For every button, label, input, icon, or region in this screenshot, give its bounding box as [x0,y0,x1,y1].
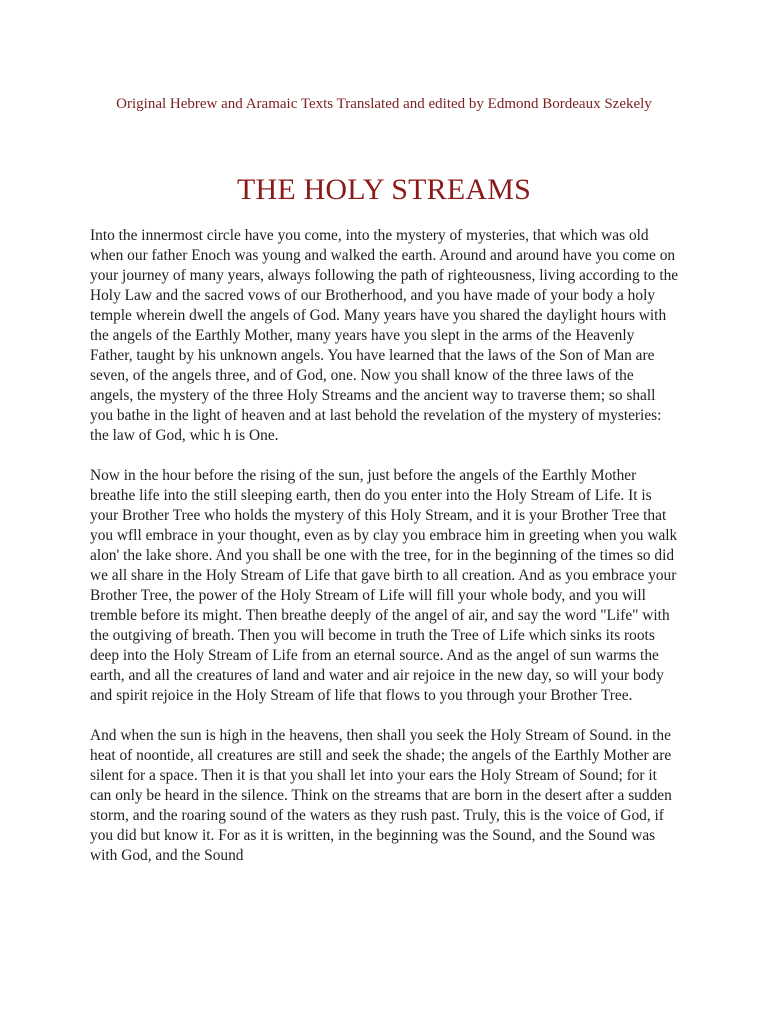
translator-credit: Original Hebrew and Aramaic Texts Translated and edited by Edmond Bordeaux Szekely [116,96,652,112]
body-text [90,226,680,886]
paragraph: Now in the hour before the rising of the sun, just before the angels of the Earthly Mother breathe life into the still sleeping earth, then do you enter into the Holy Stream of Life. It is your Brother Tree who holds the mystery of this Holy Stream, and it is your Brother Tree that you wfll embrace in your thought, even as by clay you embrace him in greeting when you walk alon' the lake shore. And you shall be one with the tree, for in the beginning of the times so did we all share in the Holy Stream of Life that gave birth to all creation. And as you embrace your Brother Tree, the power of the Holy Stream of Life will fill your whole body, and you will tremble before its might. Then breathe deeply of the angel of air, and say the word "Life" with the outgiving of breath. Then you will become in truth the Tree of Life which sinks its roots deep into the Holy Stream of Life from an eternal source. And as the angel of sun warms the earth, and all the creatures of land and water and air rejoice in the new day, so will your body and spirit rejoice in the Holy Stream of life that flows to you through your Brother Tree. [90,467,678,704]
paragraph: Into the innermost circle have you come, into the mystery of mysteries, that which was old when our father Enoch was young and walked the earth. Around and around have you come on your journey of many years, always following the path of righteousness, living according to the Holy Law and the sacred vows of our Brotherhood, and you have made of your body a holy temple wherein dwell the angels of God. Many years have you shared the daylight hours with the angels of the Earthly Mother, many years have you slept in the arms of the Heavenly Father, taught by his unknown angels. You have learned that the laws of the Son of Man are seven, of the angels three, and of God, one. Now you shall know of the three laws of the angels, the mystery of the three Holy Streams and the ancient way to traverse them; so shall you bathe in the light of heaven and at last behold the revelation of the mystery of mysteries: the law of God, whic h is One. [90,227,679,444]
page-title: THE HOLY STREAMS [236,173,532,206]
paragraph: And when the sun is high in the heavens, then shall you seek the Holy Stream of Sound. in the heat of noontide, all creatures are still and seek the shade; the angels of the Earthly Mother are silent for a space. Then it is that you shall let into your ears the Holy Stream of Sound; for it can only be heard in the silence. Think on the streams that are born in the desert after a sudden storm, and the roaring sound of the waters as they rush past. Truly, this is the voice of God, if you did but know it. For as it is written, in the beginning was the Sound, and the Sound was with God, and the Sound [90,727,672,864]
